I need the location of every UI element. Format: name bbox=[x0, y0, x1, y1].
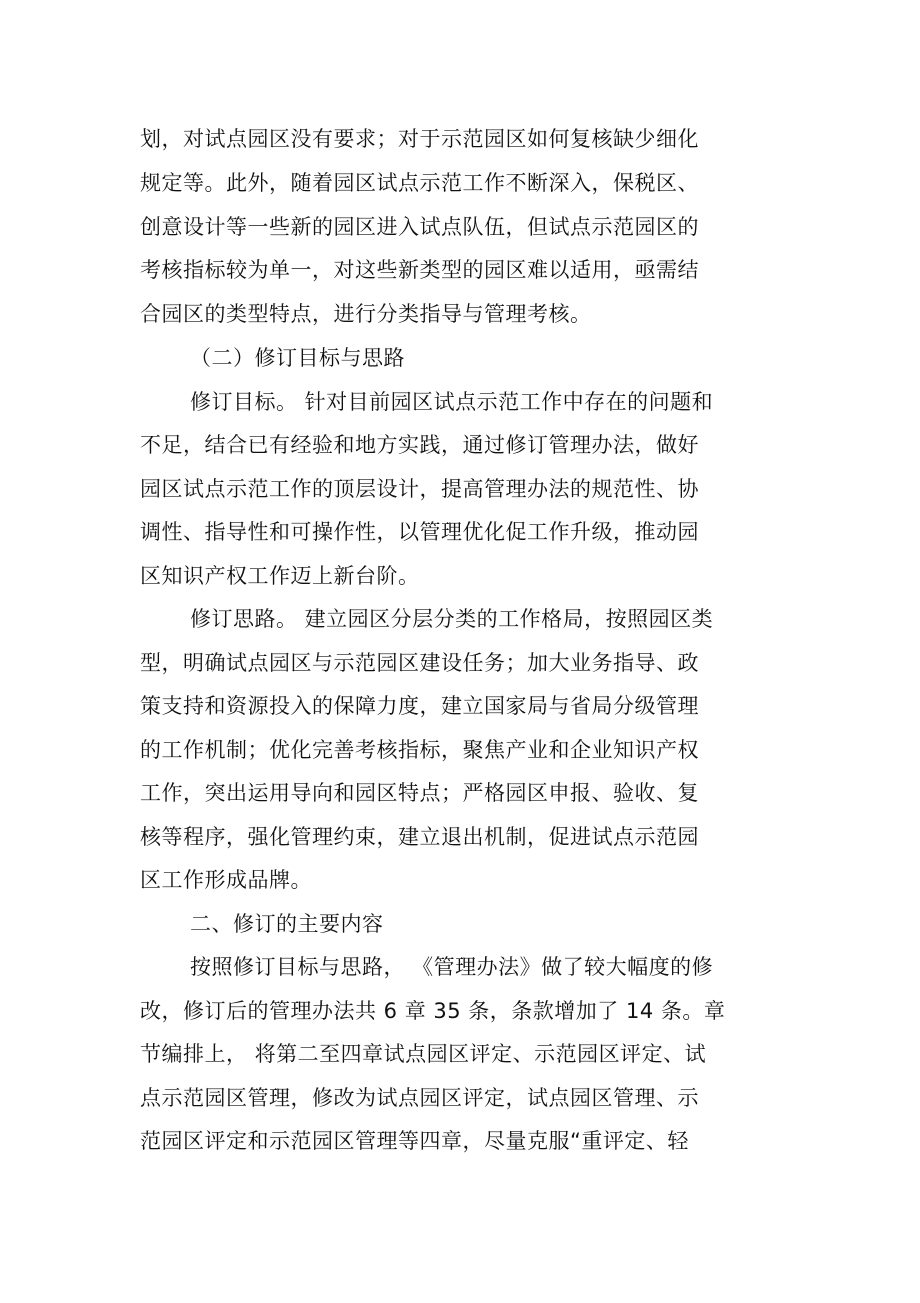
body-line: 节编排上， 将第二至四章试点园区评定、示范园区评定、试 bbox=[140, 1042, 707, 1066]
body-line: 修订目标。 针对目前园区试点示范工作中存在的问题和 bbox=[190, 390, 714, 414]
body-line: 点示范园区管理，修改为试点园区评定，试点园区管理、示 bbox=[140, 1086, 699, 1110]
body-line: 的工作机制；优化完善考核指标，聚焦产业和企业知识产权 bbox=[140, 738, 699, 762]
body-line: 策支持和资源投入的保障力度，建立国家局与省局分级管理 bbox=[140, 694, 699, 718]
body-line: 范园区评定和示范园区管理等四章，尽量克服“重评定、轻 bbox=[140, 1129, 689, 1153]
body-line: 创意设计等一些新的园区进入试点队伍，但试点示范园区的 bbox=[140, 215, 699, 239]
body-line: 不足，结合已有经验和地方实践，通过修订管理办法，做好 bbox=[140, 433, 699, 457]
body-line: 合园区的类型特点，进行分类指导与管理考核。 bbox=[140, 302, 592, 326]
body-line: 修订思路。 建立园区分层分类的工作格局，按照园区类 bbox=[190, 607, 714, 631]
body-line: 区知识产权工作迈上新台阶。 bbox=[140, 564, 420, 588]
body-line: 调性、指导性和可操作性，以管理优化促工作升级，推动园 bbox=[140, 520, 699, 544]
section-heading: 二、修订的主要内容 bbox=[190, 912, 384, 936]
body-line: 型，明确试点园区与示范园区建设任务；加大业务指导、政 bbox=[140, 651, 699, 675]
body-line: 园区试点示范工作的顶层设计，提高管理办法的规范性、协 bbox=[140, 477, 699, 501]
body-line: 核等程序，强化管理约束，建立退出机制，促进试点示范园 bbox=[140, 825, 699, 849]
body-line: 工作，突出运用导向和园区特点；严格园区申报、验收、复 bbox=[140, 781, 699, 805]
body-line: 划，对试点园区没有要求；对于示范园区如何复核缺少细化 bbox=[140, 127, 699, 151]
body-line: 区工作形成品牌。 bbox=[140, 868, 312, 892]
body-line: 按照修订目标与思路， 《管理办法》做了较大幅度的修 bbox=[190, 955, 714, 979]
body-line: 规定等。此外，随着园区试点示范工作不断深入，保税区、 bbox=[140, 171, 699, 195]
body-line: 改，修订后的管理办法共 6 章 35 条，条款增加了 14 条。章 bbox=[140, 999, 726, 1023]
section-heading: （二）修订目标与思路 bbox=[190, 346, 405, 370]
body-line: 考核指标较为单一，对这些新类型的园区难以适用，亟需结 bbox=[140, 258, 699, 282]
